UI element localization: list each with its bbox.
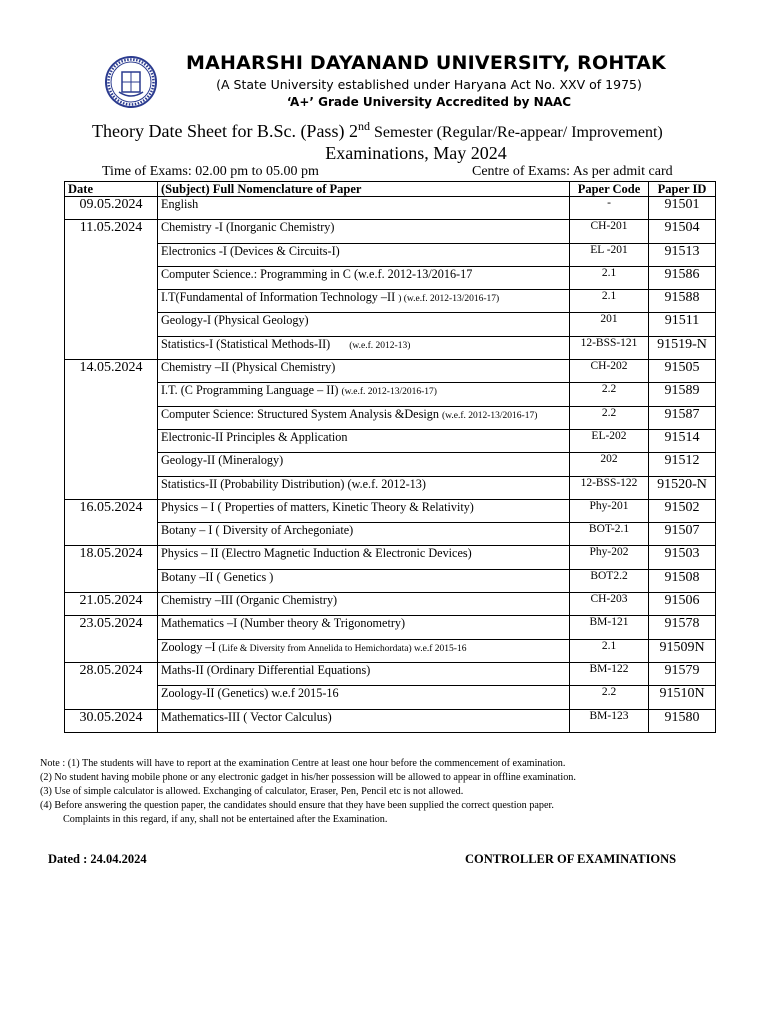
note-item: (2) No student having mobile phone or any electronic gadget in his/her possession will be allowed to appear in offline examination. xyxy=(40,772,576,783)
paper-code: 2.2 xyxy=(570,406,649,429)
subject-name: Statistics-II (Probability Distribution) (w.e.f. 2012-13) xyxy=(161,476,426,491)
paper-subject xyxy=(158,406,570,429)
header-paper-code: Paper Code xyxy=(570,182,649,197)
exam-date: 14.05.2024 xyxy=(65,360,158,500)
table-row xyxy=(65,383,716,406)
paper-code: BM-122 xyxy=(570,662,649,685)
paper-code: BM-121 xyxy=(570,616,649,639)
exam-date: 11.05.2024 xyxy=(65,220,158,360)
subject-name: Geology-I (Physical Geology) xyxy=(161,313,309,328)
subject-name: Computer Science: Structured System Analysis &Design xyxy=(161,406,442,421)
paper-id: 91501 xyxy=(649,197,716,220)
paper-id: 91508 xyxy=(649,569,716,592)
paper-code: 202 xyxy=(570,453,649,476)
table-row xyxy=(65,313,716,336)
paper-code: CH-202 xyxy=(570,360,649,383)
paper-subject xyxy=(158,476,570,499)
paper-id: 91503 xyxy=(649,546,716,569)
controller-signature: CONTROLLER OF EXAMINATIONS xyxy=(465,852,677,866)
table-row xyxy=(65,523,716,546)
table-row xyxy=(65,686,716,709)
centre-of-exams: Centre of Exams: As per admit card xyxy=(472,164,673,179)
subject-name: Physics – II (Electro Magnetic Induction & Electronic Devices) xyxy=(161,546,472,561)
paper-code: 2.1 xyxy=(570,639,649,662)
university-established: (A State University established under Haryana Act No. XXV of 1975) xyxy=(216,77,642,92)
table-row xyxy=(65,220,716,243)
subject-note: (w.e.f. 2012-13/2016-17) xyxy=(341,387,437,398)
header-subject: (Subject) Full Nomenclature of Paper xyxy=(158,182,570,197)
subject-name: Physics – I ( Properties of matters, Kinetic Theory & Relativity) xyxy=(161,499,474,514)
paper-id: 91588 xyxy=(649,290,716,313)
subject-name: Chemistry –III (Organic Chemistry) xyxy=(161,593,338,608)
paper-id: 91506 xyxy=(649,593,716,616)
datesheet-title xyxy=(92,119,663,142)
subject-name: Electronics -I (Devices & Circuits-I) xyxy=(161,243,340,258)
exam-date: 28.05.2024 xyxy=(65,662,158,709)
table-row xyxy=(65,266,716,289)
table-row xyxy=(65,499,716,522)
paper-subject xyxy=(158,266,570,289)
paper-id: 91589 xyxy=(649,383,716,406)
subject-name: Zoology –I xyxy=(161,639,219,654)
exam-date: 23.05.2024 xyxy=(65,616,158,663)
subject-name: Mathematics –I (Number theory & Trigonometry) xyxy=(161,616,406,631)
table-row xyxy=(65,360,716,383)
paper-subject xyxy=(158,243,570,266)
paper-id: 91514 xyxy=(649,429,716,452)
table-row xyxy=(65,336,716,359)
subject-name: Geology-II (Mineralogy) xyxy=(161,453,284,468)
table-row xyxy=(65,476,716,499)
paper-id: 91512 xyxy=(649,453,716,476)
paper-code: 12-BSS-121 xyxy=(570,336,649,359)
title-part2: Semester (Regular/Re-appear/ Improvement) xyxy=(369,124,663,141)
table-row xyxy=(65,290,716,313)
subject-name: Zoology-II (Genetics) w.e.f 2015-16 xyxy=(161,686,339,701)
paper-subject xyxy=(158,429,570,452)
table-row xyxy=(65,662,716,685)
notes-section xyxy=(40,757,576,827)
table-body xyxy=(65,197,716,733)
subject-name: Maths-II (Ordinary Differential Equations) xyxy=(161,662,371,677)
paper-subject xyxy=(158,499,570,522)
paper-id: 91578 xyxy=(649,616,716,639)
table-header-row xyxy=(65,182,716,197)
paper-id: 91505 xyxy=(649,360,716,383)
paper-subject xyxy=(158,569,570,592)
university-grade: ‘A+’ Grade University Accredited by NAAC xyxy=(286,95,572,109)
paper-id: 91586 xyxy=(649,266,716,289)
paper-code: EL -201 xyxy=(570,243,649,266)
paper-id: 91513 xyxy=(649,243,716,266)
paper-code: EL-202 xyxy=(570,429,649,452)
paper-subject xyxy=(158,313,570,336)
paper-id: 91502 xyxy=(649,499,716,522)
paper-id: 91587 xyxy=(649,406,716,429)
paper-id: 91520-N xyxy=(649,476,716,499)
subject-note: (w.e.f. 2012-13/2016-17) xyxy=(441,410,538,421)
header-date: Date xyxy=(65,182,158,197)
paper-subject xyxy=(158,383,570,406)
paper-code: 2.1 xyxy=(570,266,649,289)
paper-subject xyxy=(158,360,570,383)
table-row xyxy=(65,616,716,639)
paper-subject xyxy=(158,453,570,476)
paper-subject xyxy=(158,593,570,616)
table-row xyxy=(65,569,716,592)
subject-name: Chemistry –II (Physical Chemistry) xyxy=(161,360,336,375)
paper-subject xyxy=(158,616,570,639)
paper-code: Phy-202 xyxy=(570,546,649,569)
paper-code: 2.2 xyxy=(570,686,649,709)
datesheet-table xyxy=(64,181,716,733)
paper-code: CH-203 xyxy=(570,593,649,616)
paper-code: BOT2.2 xyxy=(570,569,649,592)
paper-subject xyxy=(158,336,570,359)
paper-subject xyxy=(158,290,570,313)
paper-subject xyxy=(158,662,570,685)
exam-date: 30.05.2024 xyxy=(65,709,158,732)
subject-name: Mathematics-III ( Vector Calculus) xyxy=(161,709,332,724)
paper-id: 91510N xyxy=(649,686,716,709)
table-row xyxy=(65,639,716,662)
paper-subject xyxy=(158,523,570,546)
title-sup: nd xyxy=(357,119,370,133)
note-item: Note : (1) The students will have to report at the examination Centre at least one hour before the commencement of examination. xyxy=(40,758,566,769)
paper-id: 91579 xyxy=(649,662,716,685)
paper-code: 12-BSS-122 xyxy=(570,476,649,499)
table-row xyxy=(65,709,716,732)
paper-code: - xyxy=(570,197,649,220)
exam-date: 09.05.2024 xyxy=(65,197,158,220)
paper-code: 2.1 xyxy=(570,290,649,313)
exam-date: 18.05.2024 xyxy=(65,546,158,593)
note-item: (3) Use of simple calculator is allowed. Exchanging of calculator, Eraser, Pen, Pencil etc is not allowed. xyxy=(40,786,464,797)
paper-id: 91519-N xyxy=(649,336,716,359)
table-row xyxy=(65,406,716,429)
subject-name: Chemistry -I (Inorganic Chemistry) xyxy=(161,220,335,235)
paper-subject xyxy=(158,546,570,569)
table-row xyxy=(65,429,716,452)
paper-subject xyxy=(158,709,570,732)
title-part1: Theory Date Sheet for B.Sc. (Pass) 2 xyxy=(92,121,358,141)
subject-name: I.T. (C Programming Language – II) xyxy=(161,383,342,398)
exam-date: 21.05.2024 xyxy=(65,593,158,616)
paper-code: Phy-201 xyxy=(570,499,649,522)
paper-code: BOT-2.1 xyxy=(570,523,649,546)
note-item: (4) Before answering the question paper, the candidates should ensure that they have been supplied the correct question paper. xyxy=(40,800,554,811)
note-item: Complaints in this regard, if any, shall not be entertained after the Examination. xyxy=(63,814,388,825)
table-row xyxy=(65,243,716,266)
datesheet-title-line2: Examinations, May 2024 xyxy=(325,143,507,163)
subject-note: ) (w.e.f. 2012-13/2016-17) xyxy=(398,294,500,305)
paper-subject xyxy=(158,639,570,662)
subject-note: (Life & Diversity from Annelida to Hemichordata) w.e.f 2015-16 xyxy=(218,643,467,654)
time-of-exams: Time of Exams: 02.00 pm to 05.00 pm xyxy=(102,164,319,179)
university-name: MAHARSHI DAYANAND UNIVERSITY, ROHTAK xyxy=(186,52,666,74)
table-row xyxy=(65,453,716,476)
paper-subject xyxy=(158,197,570,220)
paper-code: 201 xyxy=(570,313,649,336)
paper-code: BM-123 xyxy=(570,709,649,732)
subject-name: English xyxy=(161,197,199,211)
table-row xyxy=(65,197,716,220)
subject-note: (w.e.f. 2012-13) xyxy=(330,340,411,351)
subject-name: Computer Science.: Programming in C (w.e.f. 2012-13/2016-17 xyxy=(161,266,473,281)
paper-code: CH-201 xyxy=(570,220,649,243)
paper-subject xyxy=(158,220,570,243)
header-paper-id: Paper ID xyxy=(649,182,716,197)
subject-name: Statistics-I (Statistical Methods-II) xyxy=(161,336,331,351)
paper-code: 2.2 xyxy=(570,383,649,406)
paper-id: 91580 xyxy=(649,709,716,732)
paper-id: 91509N xyxy=(649,639,716,662)
subject-name: Electronic-II Principles & Application xyxy=(161,429,348,444)
paper-id: 91507 xyxy=(649,523,716,546)
exam-date: 16.05.2024 xyxy=(65,499,158,546)
subject-name: Botany –II ( Genetics ) xyxy=(161,569,274,584)
table-row xyxy=(65,546,716,569)
table-row xyxy=(65,593,716,616)
subject-name: Botany – I ( Diversity of Archegoniate) xyxy=(161,523,354,538)
paper-subject xyxy=(158,686,570,709)
paper-id: 91511 xyxy=(649,313,716,336)
paper-id: 91504 xyxy=(649,220,716,243)
subject-name: I.T(Fundamental of Information Technology –II xyxy=(161,290,399,305)
dated-label: Dated : 24.04.2024 xyxy=(48,852,147,866)
